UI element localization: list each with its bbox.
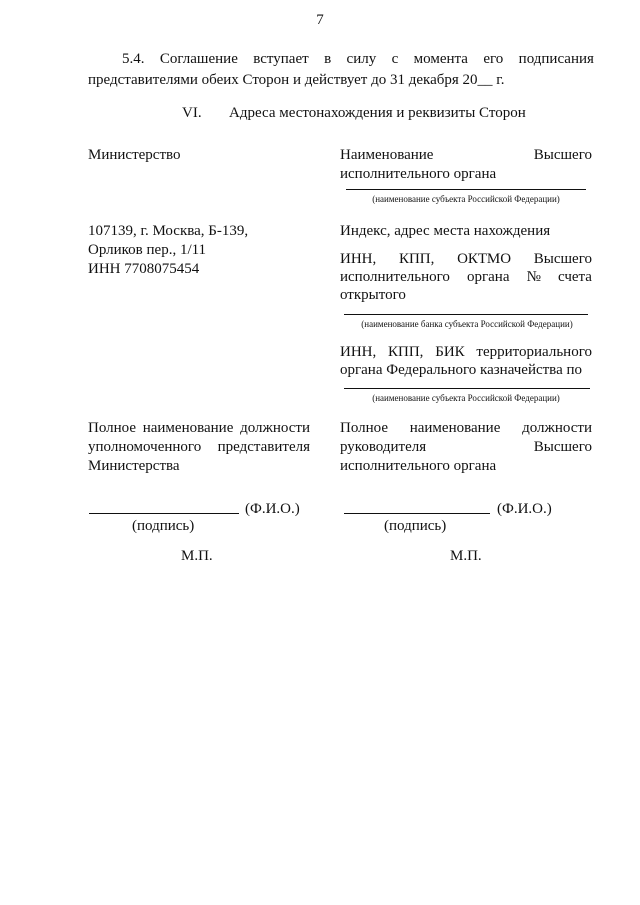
clause-line-1-word: подписания	[518, 51, 594, 67]
left-address-line-2: Орликов пер., 1/11	[88, 242, 207, 258]
right-fio-label: (Ф.И.О.)	[497, 501, 552, 517]
right-inn-line-2-word: счета	[558, 269, 592, 285]
clause-line-1-word: Соглашение	[159, 51, 238, 67]
right-address: Индекс, адрес места нахождения	[340, 223, 551, 239]
clause-line-1	[122, 49, 594, 69]
right-bik-line-1-word: территориального	[476, 344, 592, 360]
right-inn-line-2-word: органа	[467, 269, 510, 285]
right-bank-rule	[344, 314, 588, 315]
clause-line-2: представителями обеих Сторон и действует до 31 декабря 20__ г.	[88, 72, 505, 88]
right-inn-line-1-word: КПП,	[398, 251, 435, 267]
right-inn-line-3: открытого	[340, 287, 406, 303]
right-inn-line-1-word: ИНН,	[340, 251, 377, 267]
right-inn-line-1-word: ОКТМО	[457, 251, 512, 267]
left-position-line-1-word: должности	[240, 420, 310, 436]
right-stamp: М.П.	[450, 548, 482, 564]
right-subject-rule-2	[344, 388, 590, 389]
left-position-line-1-word: наименование	[142, 420, 234, 436]
clause-line-1-word: его	[483, 51, 504, 67]
left-signature-caption: (подпись)	[132, 518, 195, 534]
right-position-line-3: исполнительного органа	[340, 458, 497, 474]
right-bik-line-2: органа Федерального казначейства по	[340, 362, 583, 378]
clause-line-1-word: 5.4.	[122, 51, 145, 67]
left-party-name: Министерство	[88, 147, 181, 163]
left-position-line-1	[88, 418, 310, 438]
right-subject-caption-2: (наименование субъекта Российской Федерации)	[372, 393, 560, 403]
right-inn-line-1-word: Высшего	[533, 251, 592, 267]
left-position-line-2-word: уполномоченного	[88, 439, 202, 455]
right-position-line-1-word: должности	[522, 420, 592, 436]
left-inn: ИНН 7708075454	[88, 261, 200, 277]
right-name-line-1-word: Высшего	[533, 147, 592, 163]
right-bank-caption: (наименование банка субъекта Российской Федерации)	[361, 319, 573, 329]
left-signature-line	[89, 513, 239, 514]
left-fio-label: (Ф.И.О.)	[245, 501, 300, 517]
right-inn-line-2	[340, 267, 592, 287]
clause-line-1-word: силу	[346, 51, 377, 67]
right-inn-line-2-word: исполнительного	[340, 269, 450, 285]
right-signature-line	[344, 513, 490, 514]
right-inn-line-2-word: №	[526, 269, 541, 285]
right-name-line-1-word: Наименование	[340, 147, 434, 163]
right-subject-caption: (наименование субъекта Российской Федерации)	[372, 194, 560, 204]
left-position-line-2	[88, 437, 310, 457]
right-position-line-1-word: наименование	[409, 420, 501, 436]
right-name-line-1	[340, 145, 592, 165]
left-address-line-1: 107139, г. Москва, Б-139,	[88, 223, 249, 239]
right-name-line-2: исполнительного органа	[340, 166, 497, 182]
right-position-line-1-word: Полное	[340, 420, 388, 436]
left-position-line-2-word: представителя	[217, 439, 310, 455]
right-inn-line-1	[340, 249, 592, 269]
left-position-line-3: Министерства	[88, 458, 180, 474]
clause-line-1-word: в	[324, 51, 332, 67]
right-position-line-2	[340, 437, 592, 457]
clause-line-1-word: момента	[413, 51, 468, 67]
clause-line-1-word: с	[391, 51, 399, 67]
left-stamp: М.П.	[181, 548, 213, 564]
section-number: VI.	[182, 105, 202, 121]
clause-line-1-word: вступает	[253, 51, 309, 67]
right-bik-line-1-word: БИК	[435, 344, 465, 360]
right-position-line-1	[340, 418, 592, 438]
right-position-line-2-word: Высшего	[533, 439, 592, 455]
right-bik-line-1-word: ИНН,	[340, 344, 377, 360]
section-title: Адреса местонахождения и реквизиты Сторон	[229, 105, 526, 121]
right-bik-line-1	[340, 342, 592, 362]
right-signature-caption: (подпись)	[384, 518, 447, 534]
page-number: 7	[316, 12, 324, 28]
right-position-line-2-word: руководителя	[340, 439, 427, 455]
right-bik-line-1-word: КПП,	[388, 344, 424, 360]
right-subject-rule	[346, 189, 586, 190]
left-position-line-1-word: Полное	[88, 420, 136, 436]
